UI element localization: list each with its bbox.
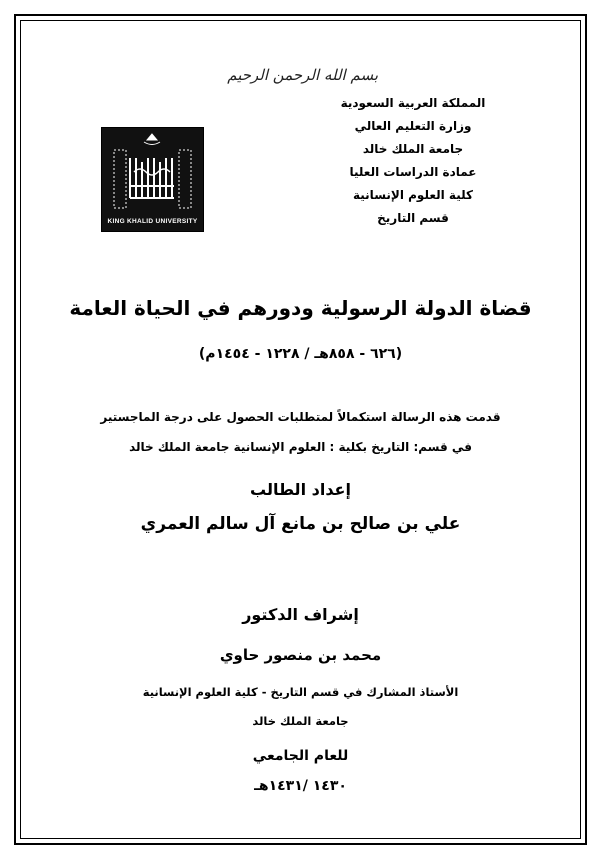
institution-line-deanship: عمادة الدراسات العليا (349, 165, 477, 179)
institution-line-ministry: وزارة التعليم العالي (354, 119, 472, 133)
institution-line-college: كلية العلوم الإنسانية (353, 188, 473, 202)
supervisor-name: محمد بن منصور حاوي (219, 646, 382, 664)
institution-line-university: جامعة الملك خالد (362, 142, 464, 156)
thesis-purpose (40, 402, 561, 462)
thesis-dates: (٦٢٦ - ٨٥٨هـ / ١٢٢٨ - ١٤٥٤م) (198, 346, 403, 362)
academic-year-value: ١٤٣٠ /١٤٣١هـ (254, 778, 347, 794)
basmala-text: بسم الله الرحمن الرحيم (227, 66, 378, 84)
supervisor-title-line: جامعة الملك خالد (252, 714, 349, 728)
student-name: علي بن صالح بن مانع آل سالم العمري (140, 514, 461, 534)
supervisor-title-line: الأستاذ المشارك في قسم التاريخ - كلية العلوم الإنسانية (142, 685, 459, 699)
thesis-title: قضاة الدولة الرسولية ودورهم في الحياة العامة (69, 296, 532, 320)
logo-caption: KING KHALID UNIVERSITY (107, 218, 198, 225)
institution-header (313, 92, 513, 230)
institution-line-department: قسم التاريخ (377, 211, 449, 225)
institution-line-country: المملكة العربية السعودية (340, 96, 486, 110)
logo-emblem (102, 128, 203, 231)
supervisor-title (60, 678, 541, 736)
academic-year-label: للعام الجامعي (252, 748, 349, 764)
purpose-line: قدمت هذه الرسالة استكمالاً لمتطلبات الحصول على درجة الماجستير (100, 410, 501, 424)
student-label: إعداد الطالب (250, 480, 351, 499)
supervisor-label: إشراف الدكتور (242, 605, 359, 624)
purpose-line: في قسم: التاريخ بكلية : العلوم الإنسانية جامعة الملك خالد (129, 440, 472, 454)
university-logo-icon (101, 127, 204, 232)
